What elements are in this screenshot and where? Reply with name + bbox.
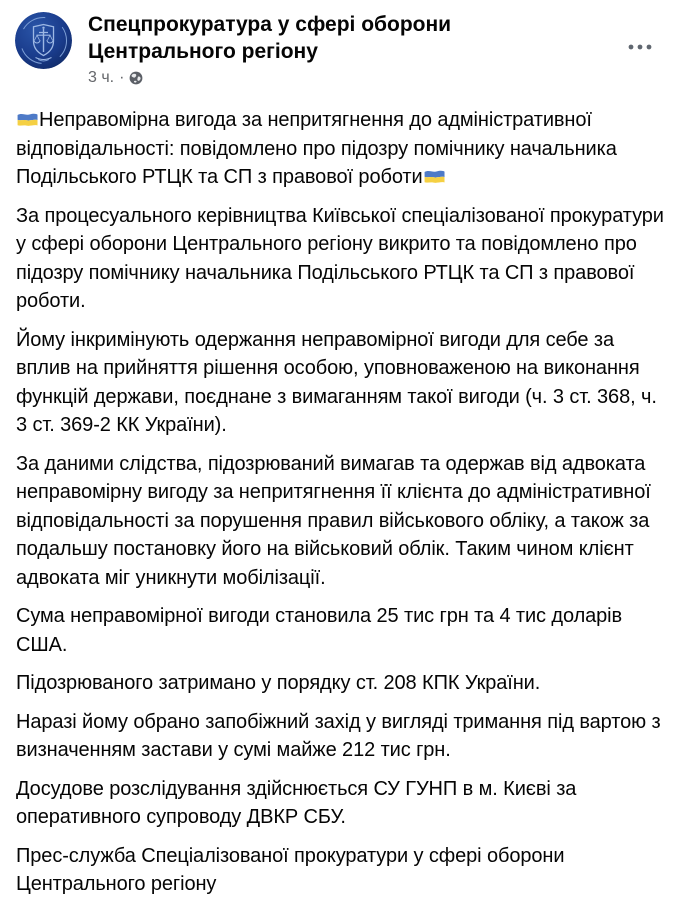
paragraph-text: Наразі йому обрано запобіжний захід у вигляді тримання під вартою з визначенням застави у сумі майже 212 тис грн. [16,710,661,761]
three-dots-icon [627,43,653,51]
ukraine-flag-icon [423,168,446,185]
prosecutor-emblem-icon [15,56,72,69]
post-paragraph [16,775,666,832]
ukraine-flag-icon [16,111,39,128]
post-paragraph [16,669,666,698]
post-paragraph [16,326,666,440]
post-meta [88,69,626,87]
post-paragraph [16,106,666,192]
paragraph-text: Прес-служба Спеціалізованої прокуратури у сфері оборони Центрального регіону [16,844,565,895]
paragraph-text: Неправомірна вигода за непритягнення до адміністративної відповідальності: повідомлено про підозру помічнику начальника Подільського РТЦК та СП з правової роботи [16,109,617,188]
post-header [0,11,682,93]
post-body [0,93,682,915]
post-menu-button[interactable] [622,29,658,65]
paragraph-text: Підозрюваного затримано у порядку ст. 208 КПК України. [16,672,541,694]
paragraph-text: Йому інкримінують одержання неправомірної вигоди для себе за вплив на прийняття рішення особою, уповноваженою на виконання функцій держави, поєднане з вимаганням такої вигоди (ч. 3 ст. 368, ч. 3 ст. 369-2 КК України). [16,328,657,436]
paragraph-text: Сума неправомірної вигоди становила 25 тис грн та 4 тис доларів США. [16,605,623,656]
page-name-link[interactable]: Спецпрокуратура у сфері оборони Центрального регіону [88,13,452,63]
post-paragraph [16,202,666,316]
paragraph-text: За процесуального керівництва Київської спеціалізованої прокуратури у сфері оборони Центрального регіону викрито та повідомлено про підозру помічнику начальника Подільського РТЦК та СП з правової роботи. [16,204,664,312]
post-paragraph [16,842,666,899]
page-avatar[interactable] [15,12,72,69]
paragraph-text: Досудове розслідування здійснюється СУ ГУНП в м. Києві за оперативного супроводу ДВКР СБУ. [16,777,577,828]
post-timestamp[interactable]: 3 ч. [88,69,115,86]
post-paragraph [16,450,666,593]
post-paragraph [16,602,666,659]
globe-icon [129,71,143,85]
meta-separator: · [119,69,125,86]
post-paragraph [16,708,666,765]
paragraph-text: За даними слідства, підозрюваний вимагав та одержав від адвоката неправомірну вигоду за непритягнення її клієнта до адміністративної відповідальності за порушення правил військового обліку, а також за подальшу постановку його на військовий облік. Таким чином клієнт адвоката міг уникнути мобілізації. [16,452,651,589]
